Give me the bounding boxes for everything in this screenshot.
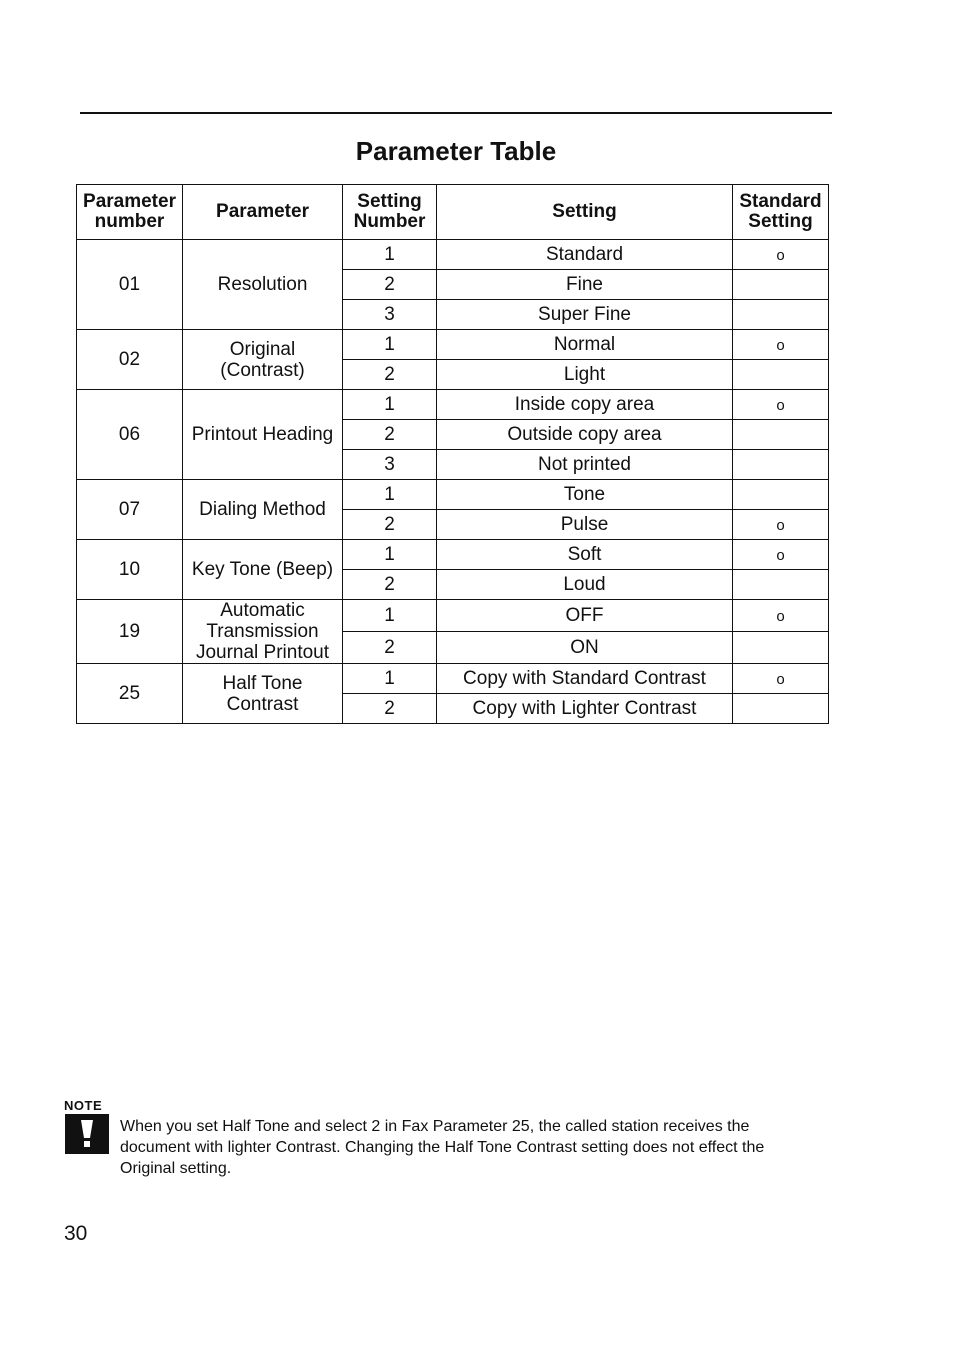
setting-number-cell: 2 [343,360,437,390]
setting-number-cell: 1 [343,390,437,420]
setting-cell: OFF [437,600,733,632]
header-setting: Setting [437,185,733,240]
setting-cell: Tone [437,480,733,510]
table-row [77,540,829,570]
parameter-name-cell: Dialing Method [183,480,343,540]
parameter-name-cell: Key Tone (Beep) [183,540,343,600]
setting-cell: Outside copy area [437,420,733,450]
setting-cell: Not printed [437,450,733,480]
setting-number-cell: 2 [343,510,437,540]
parameter-number-cell: 02 [77,330,183,390]
page-title: Parameter Table [355,136,557,166]
standard-setting-cell [733,600,829,632]
setting-cell: Copy with Standard Contrast [437,664,733,694]
page-number: 30 [64,1222,88,1245]
standard-setting-cell [733,480,829,510]
parameter-number-cell: 01 [77,240,183,330]
standard-setting-cell [733,270,829,300]
setting-cell: Soft [437,540,733,570]
standard-setting-cell [733,664,829,694]
table-header-row [77,185,829,240]
standard-setting-cell [733,694,829,724]
standard-setting-cell [733,390,829,420]
table-row [77,664,829,694]
setting-cell: Loud [437,570,733,600]
exclamation-icon [65,1114,109,1154]
header-parameter-number: Parameter number [77,185,183,240]
parameter-number-cell: 19 [77,600,183,664]
setting-number-cell: 1 [343,664,437,694]
setting-number-cell: 2 [343,270,437,300]
setting-cell: Light [437,360,733,390]
setting-cell: Standard [437,240,733,270]
standard-setting-cell [733,510,829,540]
table-body [77,240,829,724]
table-row [77,240,829,270]
header-standard-setting: Standard Setting [733,185,829,240]
note-text: When you set Half Tone and select 2 in Fax Parameter 25, the called station receives the document with lighter Contrast. Changing the Half Tone Contrast setting does not effect the Original setting. [120,1118,765,1177]
table-row [77,330,829,360]
parameter-name-cell: Resolution [183,240,343,330]
parameter-name-cell: Automatic Transmission Journal Printout [183,600,343,664]
setting-cell: Super Fine [437,300,733,330]
setting-number-cell: 1 [343,600,437,632]
standard-setting-cell [733,360,829,390]
standard-mark: o [776,396,785,414]
standard-mark: o [776,246,785,264]
setting-cell: Normal [437,330,733,360]
standard-mark: o [776,336,785,354]
setting-number-cell: 2 [343,420,437,450]
standard-setting-cell [733,570,829,600]
parameter-number-cell: 25 [77,664,183,724]
standard-setting-cell [733,540,829,570]
setting-number-cell: 3 [343,300,437,330]
setting-number-cell: 2 [343,632,437,664]
header-parameter: Parameter [183,185,343,240]
setting-number-cell: 2 [343,694,437,724]
setting-cell: Copy with Lighter Contrast [437,694,733,724]
standard-mark: o [776,607,785,625]
parameter-name-cell: Printout Heading [183,390,343,480]
standard-setting-cell [733,300,829,330]
standard-setting-cell [733,330,829,360]
standard-setting-cell [733,420,829,450]
parameter-name-cell: Half Tone Contrast [183,664,343,724]
setting-cell: Pulse [437,510,733,540]
standard-setting-cell [733,450,829,480]
setting-cell: Fine [437,270,733,300]
setting-number-cell: 2 [343,570,437,600]
standard-setting-cell [733,240,829,270]
standard-mark: o [776,546,785,564]
standard-setting-cell [733,632,829,664]
parameter-number-cell: 06 [77,390,183,480]
setting-number-cell: 1 [343,240,437,270]
header-setting-number: Setting Number [343,185,437,240]
table-row [77,480,829,510]
parameter-number-cell: 10 [77,540,183,600]
parameter-number-cell: 07 [77,480,183,540]
table-row [77,600,829,632]
table-row [77,390,829,420]
setting-number-cell: 3 [343,450,437,480]
standard-mark: o [776,670,785,688]
setting-number-cell: 1 [343,330,437,360]
parameter-table [76,184,829,724]
standard-mark: o [776,516,785,534]
setting-cell: Inside copy area [437,390,733,420]
setting-number-cell: 1 [343,480,437,510]
top-rule [80,112,832,114]
note-label: NOTE [64,1098,103,1113]
parameter-name-cell: Original (Contrast) [183,330,343,390]
setting-number-cell: 1 [343,540,437,570]
setting-cell: ON [437,632,733,664]
